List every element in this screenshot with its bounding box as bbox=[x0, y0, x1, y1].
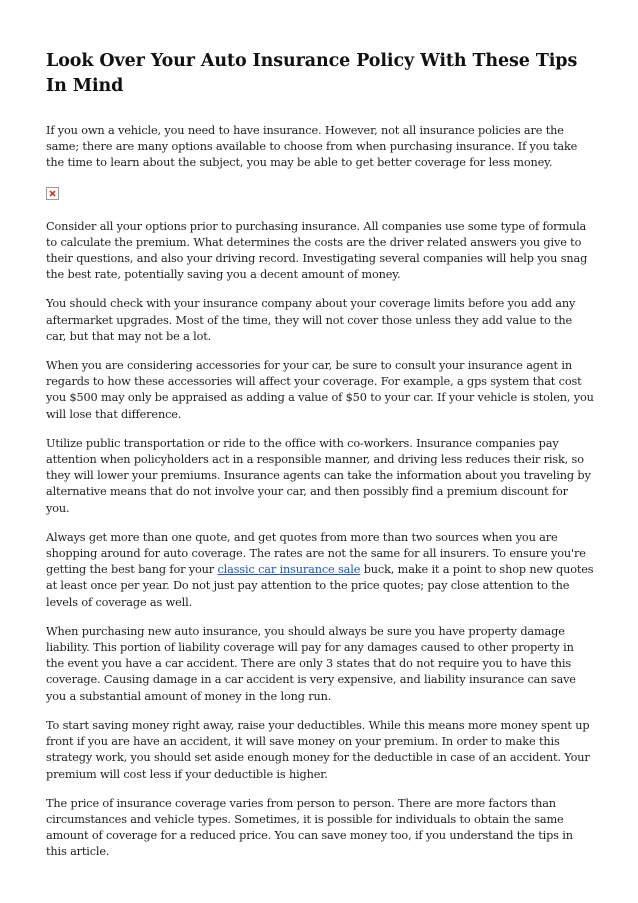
image-container bbox=[46, 185, 594, 219]
paragraph-transportation: Utilize public transportation or ride to the office with co-workers. Insurance companies pay attention when policyholders act in a responsible manner, and driving less reduces their risk, so they will lower your premiums. Insurance agents can take the information about you traveling by alternative means that do not involve your car, and then possibly find a premium discount for you. bbox=[46, 436, 591, 515]
paragraph-conclusion: The price of insurance coverage varies from person to person. There are more factors than circumstances and vehicle types. Sometimes, it is possible for individuals to obtain the same amount of coverage for a reduced price. You can save money too, if you understand the tips in this article. bbox=[46, 796, 573, 859]
paragraph-liability: When purchasing new auto insurance, you should always be sure you have property damage liability. This portion of liability coverage will pay for any damages caused to other property in the event you have a car accident. There are only 3 states that do not require you to have this coverage. Causing damage in a car accident is very expensive, and liability insurance can save you a substantial amount of money in the long run. bbox=[46, 624, 576, 703]
paragraph-deductibles: To start saving money right away, raise your deductibles. While this means more money spent up front if you are have an accident, it will save money on your premium. In order to make this strategy work, you should set aside enough money for the deductible in case of an accident. Your premium will cost less if your deductible is higher. bbox=[46, 718, 590, 781]
page-title: Look Over Your Auto Insurance Policy With These Tips In Mind bbox=[46, 51, 578, 96]
paragraph-accessories: When you are considering accessories for your car, be sure to consult your insurance agent in regards to how these accessories will affect your coverage. For example, a gps system that cost you $500 may only be appraised as adding a value of $50 to your car. If your vehicle is stolen, you will lose that difference. bbox=[46, 359, 594, 421]
paragraph-coverage-limits: You should check with your insurance company about your coverage limits before you add any aftermarket upgrades. Most of the time, they will not cover those unless they add value to the car, but that may not be a lot. bbox=[46, 297, 576, 343]
paragraph-intro: If you own a vehicle, you need to have insurance. However, not all insurance policies are the same; there are many options available to choose from when purchasing insurance. If you take the time to learn about the subject, you may be able to get better coverage for less money. bbox=[46, 124, 578, 170]
paragraph-quotes-after: buck, make it a point to shop new quotes at least once per year. Do not just pay attention to the price quotes; pay close attention to the levels of coverage as well. bbox=[46, 563, 594, 609]
paragraph-quotes bbox=[46, 530, 594, 611]
paragraph-quotes-before: Always get more than one quote, and get quotes from more than two sources when you are shopping around for auto coverage. The rates are not the same for all insurers. To ensure you're getting the best bang for your bbox=[46, 530, 586, 577]
classic-car-insurance-link[interactable]: classic car insurance sale bbox=[217, 563, 361, 577]
broken-image-icon bbox=[46, 187, 59, 200]
document-page bbox=[46, 49, 594, 874]
paragraph-options: Consider all your options prior to purchasing insurance. All companies use some type of formula to calculate the premium. What determines the costs are the driver related answers you give to their questions, and also your driving record. Investigating several companies will help you snag the best rate, potentially saving you a decent amount of money. bbox=[46, 219, 588, 282]
